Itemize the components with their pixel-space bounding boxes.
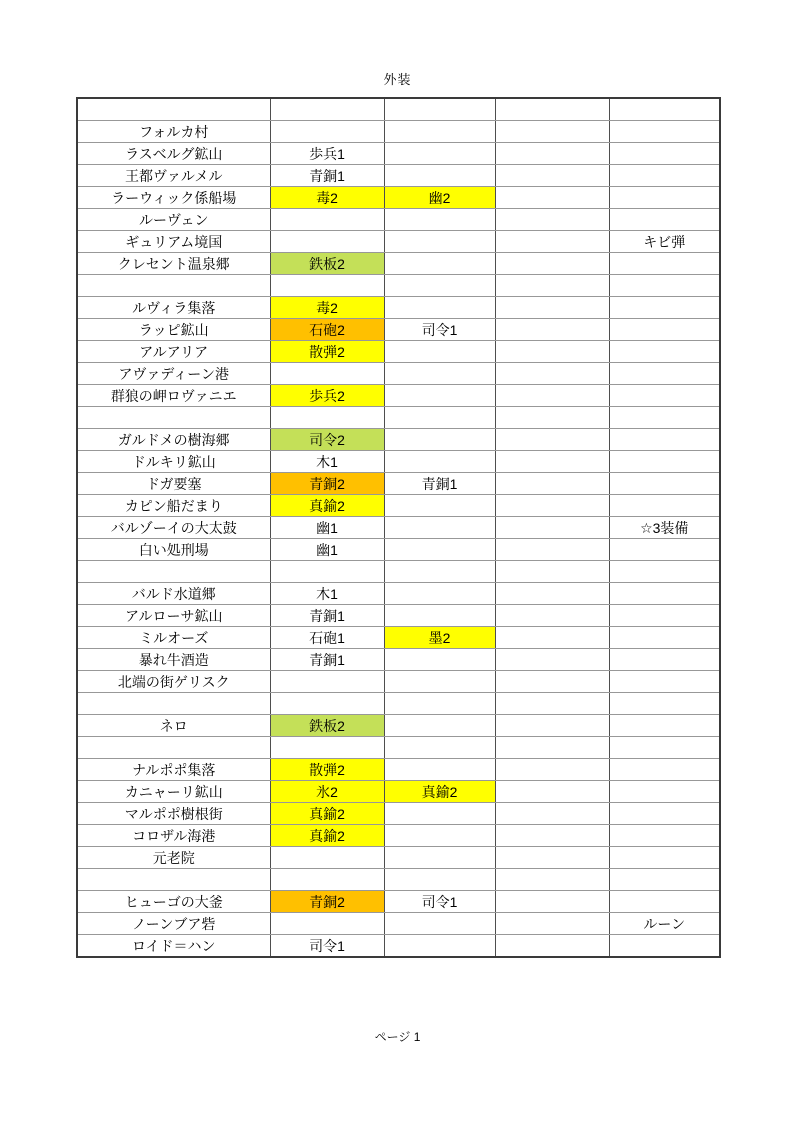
value-cell — [495, 737, 609, 759]
value-cell — [384, 209, 495, 231]
location-cell: ロイド＝ハン — [77, 935, 270, 958]
value-cell — [270, 209, 384, 231]
value-cell — [384, 847, 495, 869]
value-cell — [609, 165, 720, 187]
value-cell — [495, 473, 609, 495]
value-cell — [384, 869, 495, 891]
table-row — [77, 275, 720, 297]
value-cell: 毒2 — [270, 297, 384, 319]
table-row — [77, 451, 720, 473]
value-cell — [270, 275, 384, 297]
location-cell: アヴァディーン港 — [77, 363, 270, 385]
value-cell — [495, 583, 609, 605]
value-cell — [495, 869, 609, 891]
value-cell: 散弾2 — [270, 759, 384, 781]
value-cell — [495, 847, 609, 869]
table-row — [77, 209, 720, 231]
value-cell — [609, 385, 720, 407]
value-cell: キビ弾 — [609, 231, 720, 253]
value-cell — [609, 935, 720, 958]
location-cell: カピン船だまり — [77, 495, 270, 517]
location-cell: 元老院 — [77, 847, 270, 869]
value-cell — [609, 209, 720, 231]
value-cell — [609, 649, 720, 671]
value-cell — [384, 231, 495, 253]
value-cell — [609, 627, 720, 649]
value-cell — [270, 693, 384, 715]
value-cell: 氷2 — [270, 781, 384, 803]
value-cell — [270, 847, 384, 869]
value-cell — [495, 429, 609, 451]
value-cell — [609, 451, 720, 473]
value-cell: 青銅2 — [270, 473, 384, 495]
value-cell — [609, 737, 720, 759]
value-cell — [495, 759, 609, 781]
value-cell — [609, 363, 720, 385]
table-row — [77, 495, 720, 517]
value-cell: 青銅1 — [270, 605, 384, 627]
value-cell: 幽2 — [384, 187, 495, 209]
table-row — [77, 891, 720, 913]
value-cell — [384, 121, 495, 143]
value-cell — [384, 385, 495, 407]
location-cell: ルーヴェン — [77, 209, 270, 231]
value-cell — [609, 869, 720, 891]
table-body — [77, 98, 720, 957]
value-cell — [495, 605, 609, 627]
value-cell — [384, 253, 495, 275]
location-cell — [77, 407, 270, 429]
value-cell: 真鍮2 — [384, 781, 495, 803]
location-cell: ミルオーズ — [77, 627, 270, 649]
value-cell — [384, 693, 495, 715]
value-cell — [384, 671, 495, 693]
value-cell — [270, 737, 384, 759]
value-cell — [495, 209, 609, 231]
value-cell: 鉄板2 — [270, 253, 384, 275]
location-cell: ギュリアム境国 — [77, 231, 270, 253]
table-row — [77, 363, 720, 385]
value-cell — [384, 715, 495, 737]
value-cell — [495, 187, 609, 209]
value-cell — [384, 561, 495, 583]
value-cell — [495, 363, 609, 385]
location-cell: ラッピ鉱山 — [77, 319, 270, 341]
location-cell: ノーンブア砦 — [77, 913, 270, 935]
table-row — [77, 429, 720, 451]
value-cell — [609, 803, 720, 825]
value-cell — [495, 253, 609, 275]
value-cell — [495, 561, 609, 583]
value-cell — [609, 847, 720, 869]
value-cell — [384, 275, 495, 297]
table-row — [77, 693, 720, 715]
location-cell: カニャーリ鉱山 — [77, 781, 270, 803]
location-cell: フォルカ村 — [77, 121, 270, 143]
value-cell — [384, 517, 495, 539]
value-cell — [495, 275, 609, 297]
value-cell — [609, 759, 720, 781]
value-cell: 司令1 — [384, 319, 495, 341]
value-cell — [384, 583, 495, 605]
location-cell — [77, 561, 270, 583]
value-cell: 歩兵1 — [270, 143, 384, 165]
value-cell — [270, 121, 384, 143]
value-cell — [609, 583, 720, 605]
value-cell — [495, 495, 609, 517]
table-row — [77, 649, 720, 671]
value-cell — [609, 98, 720, 121]
table-row — [77, 385, 720, 407]
value-cell: ルーン — [609, 913, 720, 935]
value-cell — [270, 407, 384, 429]
table-row — [77, 913, 720, 935]
value-cell — [384, 297, 495, 319]
table-row — [77, 561, 720, 583]
value-cell — [495, 98, 609, 121]
value-cell — [495, 121, 609, 143]
table-row — [77, 473, 720, 495]
value-cell — [609, 605, 720, 627]
value-cell — [270, 869, 384, 891]
value-cell — [384, 803, 495, 825]
table-row — [77, 605, 720, 627]
value-cell — [609, 825, 720, 847]
value-cell — [384, 825, 495, 847]
table-row — [77, 297, 720, 319]
table-row — [77, 715, 720, 737]
location-cell: ガルドメの樹海郷 — [77, 429, 270, 451]
value-cell — [495, 715, 609, 737]
location-cell: バルゾーイの大太鼓 — [77, 517, 270, 539]
value-cell — [495, 539, 609, 561]
value-cell — [609, 121, 720, 143]
location-cell: 群狼の岬ロヴァニエ — [77, 385, 270, 407]
table-row — [77, 935, 720, 958]
value-cell — [495, 451, 609, 473]
value-cell — [495, 803, 609, 825]
value-cell — [495, 627, 609, 649]
value-cell — [495, 165, 609, 187]
value-cell — [384, 649, 495, 671]
table-row — [77, 803, 720, 825]
value-cell — [609, 429, 720, 451]
location-cell: ネロ — [77, 715, 270, 737]
value-cell — [384, 605, 495, 627]
value-cell: 歩兵2 — [270, 385, 384, 407]
location-cell — [77, 98, 270, 121]
value-cell — [495, 517, 609, 539]
table-row — [77, 143, 720, 165]
location-cell: バルド水道郷 — [77, 583, 270, 605]
value-cell: 幽1 — [270, 539, 384, 561]
location-cell: クレセント温泉郷 — [77, 253, 270, 275]
location-cell — [77, 737, 270, 759]
value-cell: 司令2 — [270, 429, 384, 451]
value-cell — [609, 539, 720, 561]
location-cell — [77, 869, 270, 891]
value-cell — [609, 143, 720, 165]
value-cell — [384, 143, 495, 165]
location-cell: アルアリア — [77, 341, 270, 363]
value-cell — [609, 253, 720, 275]
value-cell — [495, 825, 609, 847]
document-title: 外装 — [383, 72, 412, 87]
value-cell: 司令1 — [384, 891, 495, 913]
value-cell — [384, 737, 495, 759]
value-cell: 真鍮2 — [270, 803, 384, 825]
value-cell — [609, 715, 720, 737]
value-cell — [384, 98, 495, 121]
table-row — [77, 847, 720, 869]
table-row — [77, 781, 720, 803]
value-cell: 司令1 — [270, 935, 384, 958]
value-cell — [495, 319, 609, 341]
location-cell: ナルポポ集落 — [77, 759, 270, 781]
value-cell — [495, 297, 609, 319]
location-cell: ラーウィック係船場 — [77, 187, 270, 209]
value-cell — [495, 913, 609, 935]
location-cell: 暴れ牛酒造 — [77, 649, 270, 671]
value-cell — [609, 495, 720, 517]
value-cell — [384, 759, 495, 781]
value-cell — [609, 407, 720, 429]
value-cell — [384, 429, 495, 451]
table-row — [77, 341, 720, 363]
value-cell: 毒2 — [270, 187, 384, 209]
value-cell — [609, 319, 720, 341]
table-row — [77, 319, 720, 341]
value-cell — [495, 341, 609, 363]
value-cell: 幽1 — [270, 517, 384, 539]
value-cell — [384, 407, 495, 429]
table-row — [77, 539, 720, 561]
value-cell: 青銅1 — [270, 649, 384, 671]
table-row — [77, 759, 720, 781]
value-cell — [270, 913, 384, 935]
value-cell — [495, 781, 609, 803]
value-cell — [609, 693, 720, 715]
value-cell — [384, 539, 495, 561]
table-row — [77, 231, 720, 253]
location-cell: コロザル海港 — [77, 825, 270, 847]
equipment-table — [76, 97, 721, 958]
value-cell — [609, 297, 720, 319]
table-row — [77, 869, 720, 891]
value-cell — [384, 451, 495, 473]
value-cell: 真鍮2 — [270, 825, 384, 847]
value-cell — [495, 231, 609, 253]
location-cell: ヒューゴの大釜 — [77, 891, 270, 913]
location-cell — [77, 693, 270, 715]
value-cell — [609, 671, 720, 693]
location-cell: ドルキリ鉱山 — [77, 451, 270, 473]
location-cell: ラスベルグ鉱山 — [77, 143, 270, 165]
table-row — [77, 825, 720, 847]
value-cell — [384, 495, 495, 517]
table-row — [77, 737, 720, 759]
value-cell — [495, 649, 609, 671]
value-cell — [384, 913, 495, 935]
value-cell: 石砲2 — [270, 319, 384, 341]
table-row — [77, 627, 720, 649]
value-cell — [609, 275, 720, 297]
value-cell — [609, 781, 720, 803]
table-row — [77, 187, 720, 209]
table-row — [77, 98, 720, 121]
table-row — [77, 517, 720, 539]
value-cell: 墨2 — [384, 627, 495, 649]
value-cell — [270, 98, 384, 121]
value-cell — [609, 891, 720, 913]
location-cell: 白い処刑場 — [77, 539, 270, 561]
value-cell: 鉄板2 — [270, 715, 384, 737]
value-cell: 木1 — [270, 451, 384, 473]
value-cell — [384, 935, 495, 958]
value-cell — [270, 671, 384, 693]
value-cell — [609, 187, 720, 209]
value-cell — [609, 473, 720, 495]
value-cell — [384, 165, 495, 187]
value-cell: 青銅2 — [270, 891, 384, 913]
table-row — [77, 407, 720, 429]
location-cell: ルヴィラ集落 — [77, 297, 270, 319]
value-cell — [495, 407, 609, 429]
page-number: ページ 1 — [374, 1030, 421, 1044]
value-cell: 木1 — [270, 583, 384, 605]
value-cell — [495, 891, 609, 913]
table-row — [77, 253, 720, 275]
value-cell: 石砲1 — [270, 627, 384, 649]
value-cell: 散弾2 — [270, 341, 384, 363]
table-row — [77, 121, 720, 143]
value-cell — [609, 561, 720, 583]
value-cell — [495, 385, 609, 407]
value-cell: ☆3装備 — [609, 517, 720, 539]
location-cell: 王都ヴァルメル — [77, 165, 270, 187]
value-cell — [270, 231, 384, 253]
location-cell: 北端の街ゲリスク — [77, 671, 270, 693]
table-row — [77, 583, 720, 605]
value-cell: 青銅1 — [270, 165, 384, 187]
value-cell — [495, 671, 609, 693]
value-cell — [270, 561, 384, 583]
value-cell — [270, 363, 384, 385]
value-cell — [495, 693, 609, 715]
value-cell — [384, 363, 495, 385]
table-row — [77, 671, 720, 693]
value-cell — [495, 935, 609, 958]
location-cell: マルポポ樹根街 — [77, 803, 270, 825]
value-cell — [609, 341, 720, 363]
value-cell — [495, 143, 609, 165]
location-cell — [77, 275, 270, 297]
value-cell: 青銅1 — [384, 473, 495, 495]
location-cell: アルローサ鉱山 — [77, 605, 270, 627]
location-cell: ドガ要塞 — [77, 473, 270, 495]
value-cell: 真鍮2 — [270, 495, 384, 517]
value-cell — [384, 341, 495, 363]
table-row — [77, 165, 720, 187]
